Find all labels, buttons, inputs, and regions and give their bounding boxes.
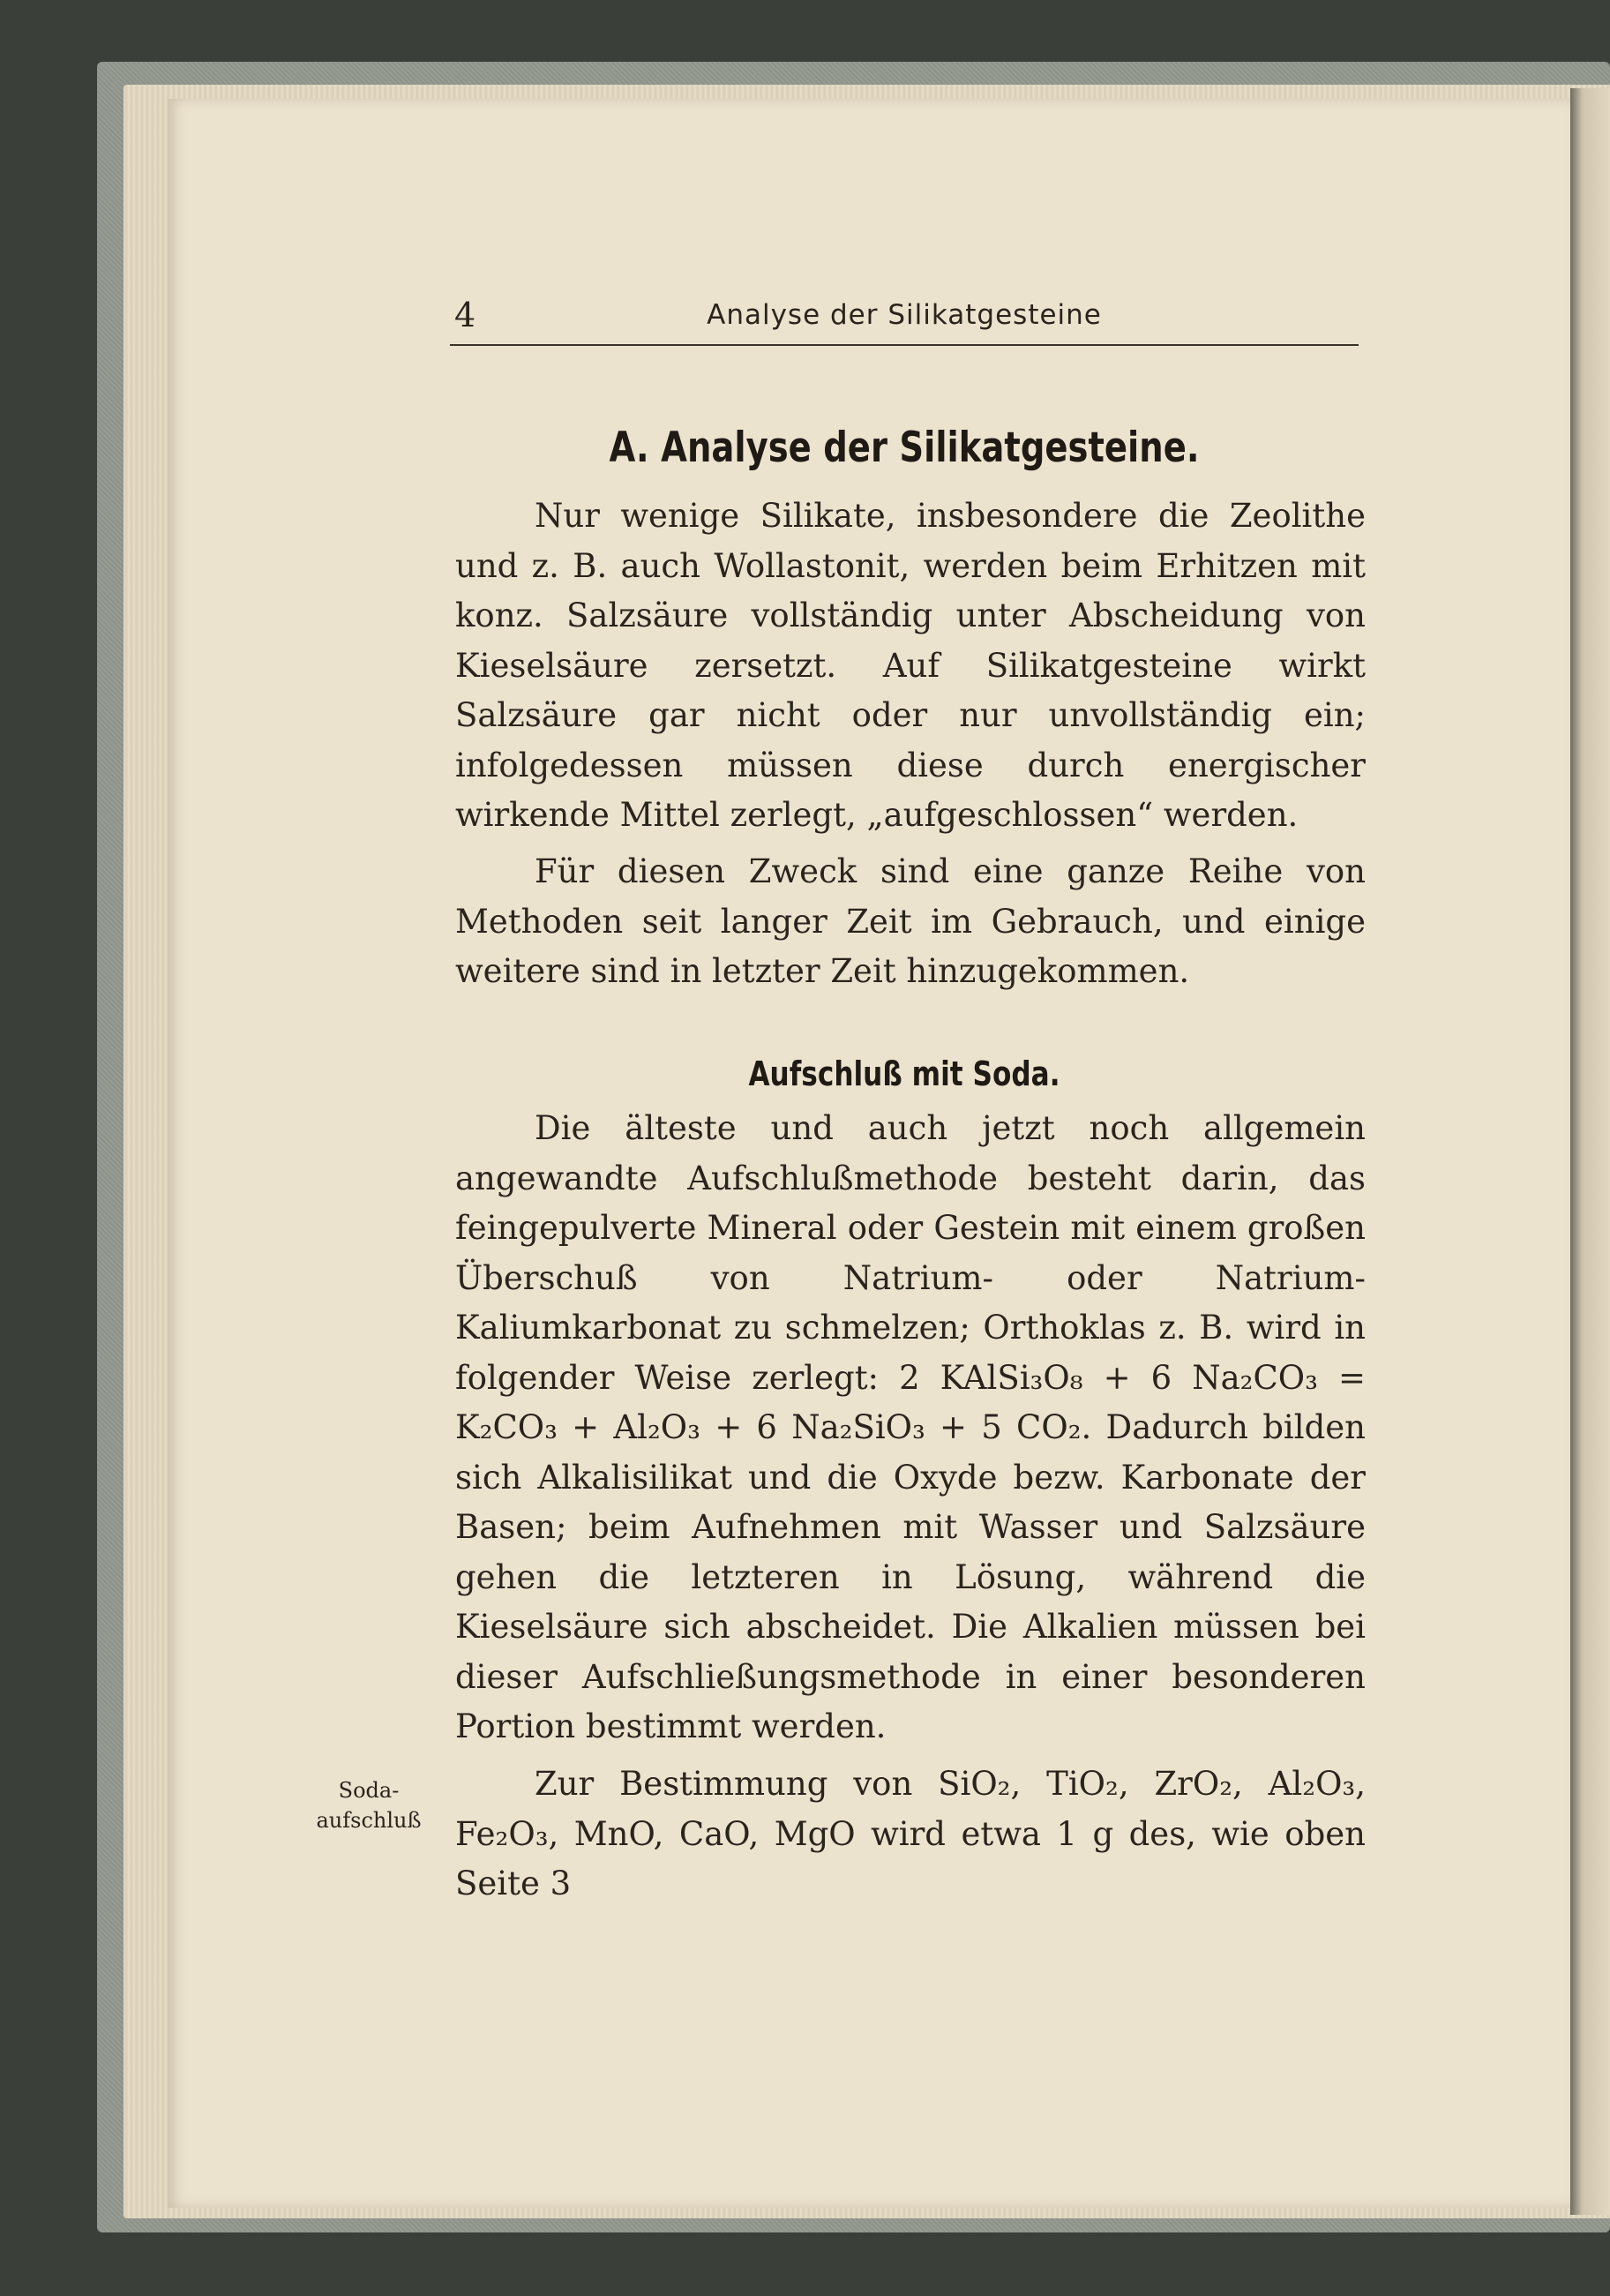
section-heading: A. Analyse der Silikatgesteine. <box>609 424 1200 472</box>
paragraph-methods <box>455 847 1366 997</box>
paragraph-text: Nur wenige Silikate, insbesondere die Zeolithe und z. B. auch Wollastonit, werden beim Erhitzen mit konz. Salzsäure vollständig unter Abscheidung von Kieselsäure zersetzt. Auf Silikatgesteine wirkt Salzsäure gar nicht oder nur unvollständig ein; infolgedessen müssen diese durch energischer wirkende Mittel zerlegt, „aufgeschlossen“ werden. <box>455 497 1366 834</box>
paragraph-text: Für diesen Zweck sind eine ganze Reihe von Methoden seit langer Zeit im Gebrauch, und einige weitere sind in letzter Zeit hinzugekommen. <box>455 852 1366 990</box>
facing-page-edge <box>1570 88 1610 2215</box>
header-rule <box>450 344 1359 346</box>
running-header <box>450 296 1359 349</box>
page-number: 4 <box>454 296 476 334</box>
paragraph-intro <box>455 491 1366 841</box>
running-title: Analyse der Silikatgesteine <box>707 299 1102 331</box>
paragraph-text: Die älteste und auch jetzt noch allgemein angewandte Aufschlußmethode besteht darin, das feingepulverte Mineral oder Gestein mit einem großen Überschuß von Natrium- oder Natrium-Kaliumkarbonat zu schmelzen; Orthoklas z. B. wird in folgender Weise zerlegt: 2 KAlSi₃O₈ + 6 Na₂CO₃ = K₂CO₃ + Al₂O₃ + 6 Na₂SiO₃ + 5 CO₂. Dadurch bilden sich Alkalisilikat und die Oxyde bezw. Karbonate der Basen; beim Aufnehmen mit Wasser und Salzsäure gehen die letzteren in Lösung, während die Kieselsäure sich abscheidet. Die Alkalien müssen bei dieser Aufschließungsmethode in einer besonderen Portion bestimmt werden. <box>455 1109 1366 1745</box>
subsection-heading: Aufschluß mit Soda. <box>748 1054 1060 1093</box>
paragraph-determination <box>455 1760 1366 1910</box>
paragraph-text: Zur Bestimmung von SiO₂, TiO₂, ZrO₂, Al₂O₃, Fe₂O₃, MnO, CaO, MgO wird etwa 1 g des, wie oben Seite 3 <box>455 1765 1366 1902</box>
margin-note: Soda- aufschluß <box>316 1778 422 1833</box>
paragraph-soda-method <box>455 1104 1366 1752</box>
